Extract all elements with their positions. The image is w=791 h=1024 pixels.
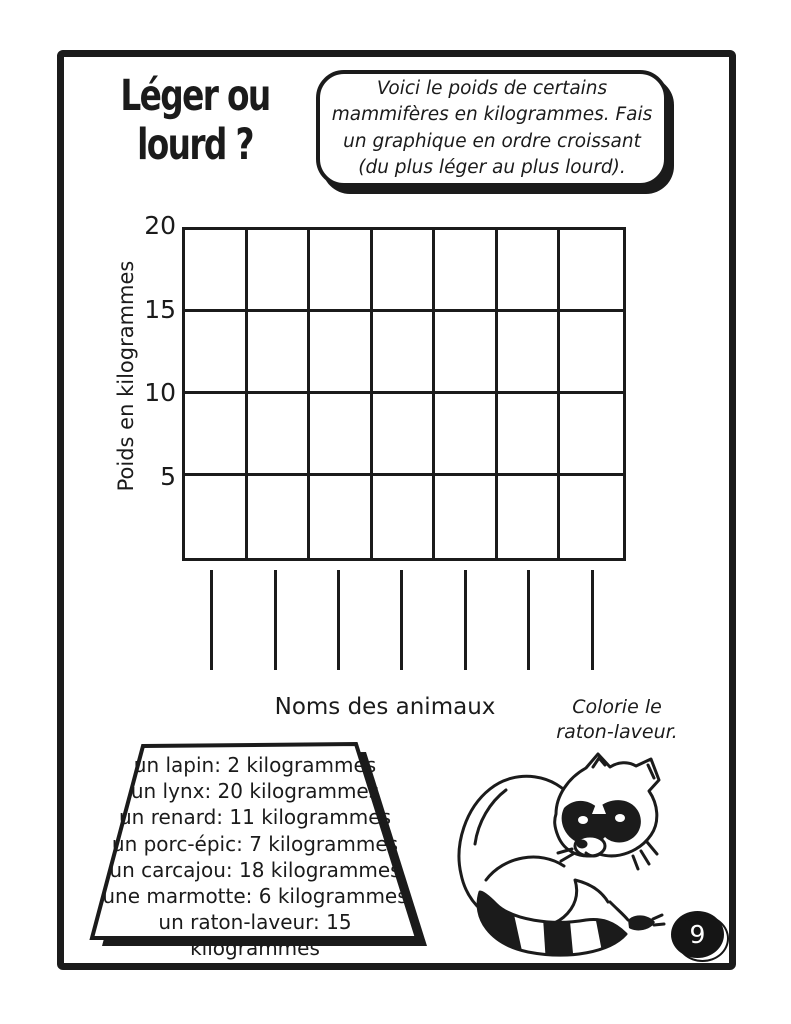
grid-cell [560,476,623,558]
grid-cell [435,394,498,476]
grid-cell [373,476,436,558]
x-axis-tick [337,570,340,670]
grid-cell [498,312,561,394]
grid-cell [185,230,248,312]
weight-item: un renard: 11 kilogrammes [119,805,391,830]
x-axis-tick [274,570,277,670]
page-number: 9 [689,920,706,949]
x-axis-tick [210,570,213,670]
weights-list [92,752,418,962]
title-line-2: lourd ? [137,120,253,170]
grid-cell [373,394,436,476]
grid-cell [560,312,623,394]
grid-cell [560,394,623,476]
weight-item: un lapin: 2 kilogrammes [133,753,377,777]
x-axis-label: Noms des animaux [274,694,496,720]
grid-cell [185,394,248,476]
y-tick-label: 15 [144,295,176,324]
grid-cell [248,312,311,394]
title-line-1: Léger ou [120,72,270,121]
weight-item: un carcajou: 18 kilogrammes [109,857,401,882]
grid-cell [498,394,561,476]
weight-item: un porc-épic: 7 kilogrammes [111,831,399,856]
grid-cell [373,230,436,312]
y-tick-label: 20 [144,211,176,240]
page-number-badge [671,911,724,958]
grid-cell [435,476,498,558]
grid-cell [310,394,373,476]
color-note-line: raton-laveur. [556,721,678,743]
grid-cell [373,312,436,394]
grid-cell [185,476,248,558]
instruction-line: Voici le poids de certains [376,77,608,99]
raccoon-illustration [452,752,667,964]
instruction-line: mammifères en kilogrammes. Fais [331,104,653,125]
color-note [538,695,696,745]
grid-cell [248,230,311,312]
x-axis-tick [400,570,403,670]
grid-cell [248,476,311,558]
y-tick-label: 5 [160,462,176,491]
grid-cell [560,230,623,312]
instruction-bubble [316,70,668,187]
grid-cell [498,230,561,312]
grid-cell [185,312,248,394]
grid-cell [498,476,561,558]
instruction-line: un graphique en ordre croissant [343,130,641,152]
weight-item: une marmotte: 6 kilogrammes [102,884,408,909]
weight-item: un raton-laveur: 15 kilogrammes [158,910,352,961]
color-note-line: Colorie le [572,696,662,718]
grid-cell [310,476,373,558]
y-axis-label: Poids en kilogrammes [114,260,138,492]
grid-cell [310,230,373,312]
x-axis-tick [527,570,530,670]
grid-cell [248,394,311,476]
weight-item: un lynx: 20 kilogrammes [130,779,380,804]
grid-cell [310,312,373,394]
instruction-line: (du plus léger au plus lourd). [358,157,626,178]
x-axis-tick [464,570,467,670]
bar-chart-grid [182,227,626,561]
worksheet-title [113,72,277,170]
x-axis-tick [591,570,594,670]
grid-cell [435,312,498,394]
grid-cell [435,230,498,312]
y-tick-label: 10 [144,378,176,407]
